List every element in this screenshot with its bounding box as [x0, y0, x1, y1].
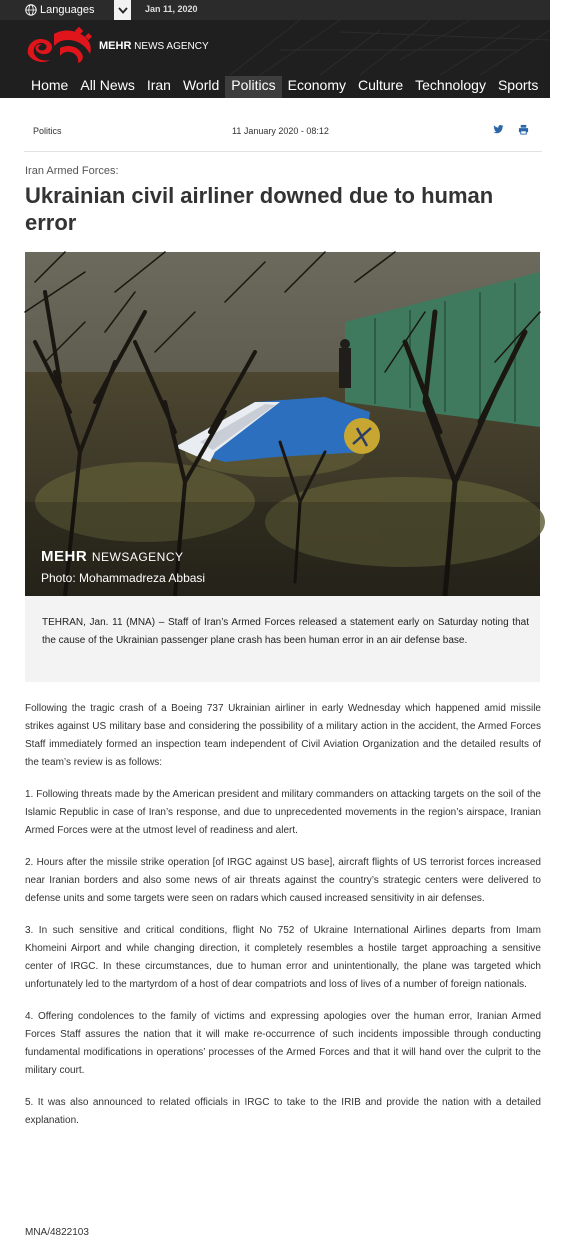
nav-item-all-news[interactable]: All News: [80, 77, 135, 93]
twitter-share-icon[interactable]: [493, 124, 504, 135]
article-meta-bar: [24, 112, 542, 152]
article-code: MNA/4822103: [25, 1227, 89, 1238]
article-datetime: 11 January 2020 - 08:12: [232, 126, 329, 136]
article-paragraph: 3. In such sensitive and critical conditions, flight No 752 of Ukraine International Airlines departs from Imam Khomeini Airport and while changing direction, it completely resembles a hostile target approaching a sensitive center of IRGC. In these circumstances, due to human error and unintentionally, the plane was targeted which unfortunately led to the martyrdom of a host of dear compatriots and loss of lives of a number of foreign nationals.: [25, 925, 541, 990]
top-utility-bar: [0, 0, 550, 20]
nav-item-culture[interactable]: Culture: [357, 77, 404, 93]
languages-dropdown-button[interactable]: [114, 0, 131, 20]
globe-icon: [25, 4, 37, 16]
article-title: Ukrainian civil airliner downed due to human error: [25, 183, 494, 235]
article-lead: TEHRAN, Jan. 11 (MNA) – Staff of Iran’s Armed Forces released a statement early on Saturday noting that the cause of the Ukrainian passenger plane crash has been human error in an air defense base.: [42, 617, 529, 646]
photo-watermark-suffix: NEWSAGENCY: [91, 550, 184, 564]
nav-item-home[interactable]: Home: [31, 77, 69, 93]
main-navigation: [0, 76, 566, 98]
site-header: [0, 20, 560, 98]
nav-item-economy[interactable]: Economy: [287, 77, 346, 93]
nav-item-world[interactable]: World: [182, 77, 220, 93]
article-body: [25, 700, 541, 1144]
nav-item-technology[interactable]: Technology: [415, 77, 486, 93]
article-category[interactable]: Politics: [33, 126, 62, 136]
article-lead-box: [25, 596, 540, 682]
languages-selector[interactable]: [25, 2, 94, 18]
nav-item-iran[interactable]: Iran: [146, 77, 171, 93]
photo-watermark: [41, 548, 184, 565]
crash-site-photo-illustration: [25, 252, 540, 596]
nav-item-sports[interactable]: Sports: [497, 77, 539, 93]
languages-label: Languages: [40, 4, 95, 16]
article-paragraph: 2. Hours after the missile strike operation [of IRGC against US base], aircraft flights of US terrorist forces increased near Iranian borders and also some news of air threats against the country’s strategic centers were delivered to defense units and some targets were seen on radars which caused increased sensitivity in air defenses.: [25, 857, 541, 904]
nav-item-more[interactable]: P: [550, 77, 560, 93]
nav-item-politics[interactable]: Politics: [225, 76, 281, 98]
article-paragraph: 4. Offering condolences to the family of victims and expressing apologies over the human error, Iranian Armed Forces Staff assures the nation that it will make re-occurrence of such incidents impossible through conducting fundamental modifications in operations’ processes of the Armed Forces and that it will hand over the culprit to the military court.: [25, 1011, 541, 1076]
article-paragraph: Following the tragic crash of a Boeing 737 Ukrainian airliner in early Wednesday which happened amid missile strikes against US military base and considering the possibility of a military action in the accident, the Armed Forces Staff immediately formed an inspection team independent of Civil Aviation Organization and the detailed results of the team’s review is as follows:: [25, 703, 541, 768]
article-kicker: Iran Armed Forces:: [25, 165, 119, 177]
mehr-logo-icon[interactable]: [24, 26, 96, 66]
brand-wordmark[interactable]: [99, 40, 209, 52]
header-date: Jan 11, 2020: [145, 4, 198, 14]
print-icon[interactable]: [518, 124, 529, 135]
article-paragraph: 1. Following threats made by the American president and military commanders on attacking targets on the soil of the Islamic Republic in case of Iran’s response, and due to unprecedented movements in the region’s airspace, Iranian Armed Forces were at the utmost level of readiness and alert.: [25, 789, 541, 836]
photo-credit: Photo: Mohammadreza Abbasi: [41, 571, 206, 585]
photo-watermark-brand: MEHR: [41, 548, 88, 565]
chevron-down-icon: [118, 7, 128, 14]
brand-suffix: NEWS AGENCY: [134, 41, 209, 52]
article-paragraph: 5. It was also announced to related officials in IRGC to take to the IRIB and provide the nation with a detailed explanation.: [25, 1097, 541, 1126]
brand-name: MEHR: [99, 40, 132, 52]
article-photo: [25, 252, 540, 596]
